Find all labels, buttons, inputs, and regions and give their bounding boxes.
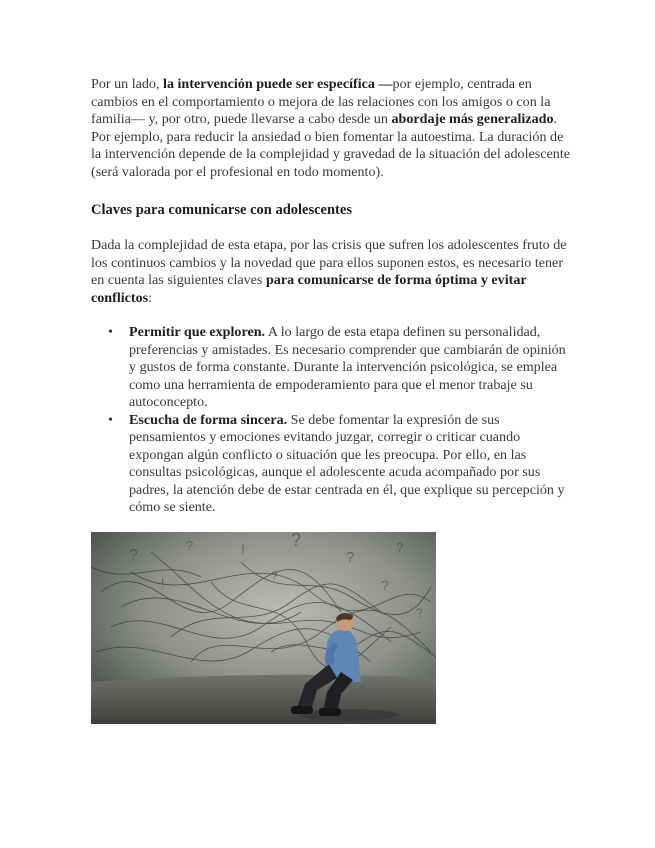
keys-paragraph <box>91 237 571 307</box>
bold-run: Permitir que exploren. <box>129 324 266 340</box>
article-photo <box>91 532 436 724</box>
document-body <box>91 76 571 517</box>
text-run: A lo largo de esta etapa definen su personalidad, preferencias y amistades. Es necesario comprender que cambiarán de opinión y gustos de forma constante. Durante la intervención psicológica, se emplea como una herramienta de empoderamiento para que el menor trabaje su autoconcepto. <box>129 324 566 410</box>
bold-run: abordaje más generalizado <box>391 111 554 127</box>
question-icon: ? <box>129 547 138 564</box>
text-run: . Por ejemplo, para reducir la ansiedad o bien fomentar la autoestima. La duración de la intervención depende de la complejidad y gravedad de la situación del adolescente (será valorada por el profesional en todo momento). <box>91 111 570 180</box>
bullet-icon: • <box>108 324 113 340</box>
question-icon: ? <box>291 532 302 550</box>
text-run: Dada la complejidad de esta etapa, por las crisis que sufren los adolescentes fruto de los continuos cambios y la novedad que para ellos suponen estos, es necesario tener en cuenta las siguientes claves <box>91 237 567 288</box>
exclamation-icon: ! <box>161 576 165 590</box>
question-icon: ? <box>346 549 355 566</box>
question-icon: ? <box>381 577 389 593</box>
list-item <box>91 412 571 517</box>
text-run: Se debe fomentar la expresión de sus pensamientos y emociones evitando juzgar, corregir o criticar cuando expongan algún conflicto o situación que les preocupa. Por ello, en las consultas psicológicas, aunque el adolescente acuda acompañado por sus padres, la atención debe de estar centrada en él, que explique su percepción y cómo se siente. <box>129 411 565 515</box>
bullet-icon: • <box>108 411 113 428</box>
section-heading: Claves para comunicarse con adolescentes <box>91 202 352 218</box>
intro-paragraph <box>91 76 571 181</box>
bullet-list <box>91 324 571 517</box>
question-icon: ? <box>271 569 278 583</box>
text-run: Por un lado, <box>91 76 164 92</box>
question-icon: ? <box>186 538 194 553</box>
exclamation-icon: ! <box>241 541 245 557</box>
list-item <box>91 324 571 412</box>
text-run: por ejemplo, centrada en cambios en el comportamiento o mejora de las relaciones con los amigos o con la familia— y, por otro, puede llevarse a cabo desde un <box>91 76 551 127</box>
question-icon: ? <box>396 540 404 555</box>
bold-run: la intervención puede ser específica — <box>163 76 393 92</box>
bold-run: para comunicarse de forma óptima y evitar conflictos <box>91 272 527 306</box>
photo-illustration <box>91 532 436 724</box>
text-run: : <box>148 289 153 306</box>
bold-run: Escucha de forma sincera. <box>129 411 288 428</box>
question-icon: ? <box>416 606 423 620</box>
